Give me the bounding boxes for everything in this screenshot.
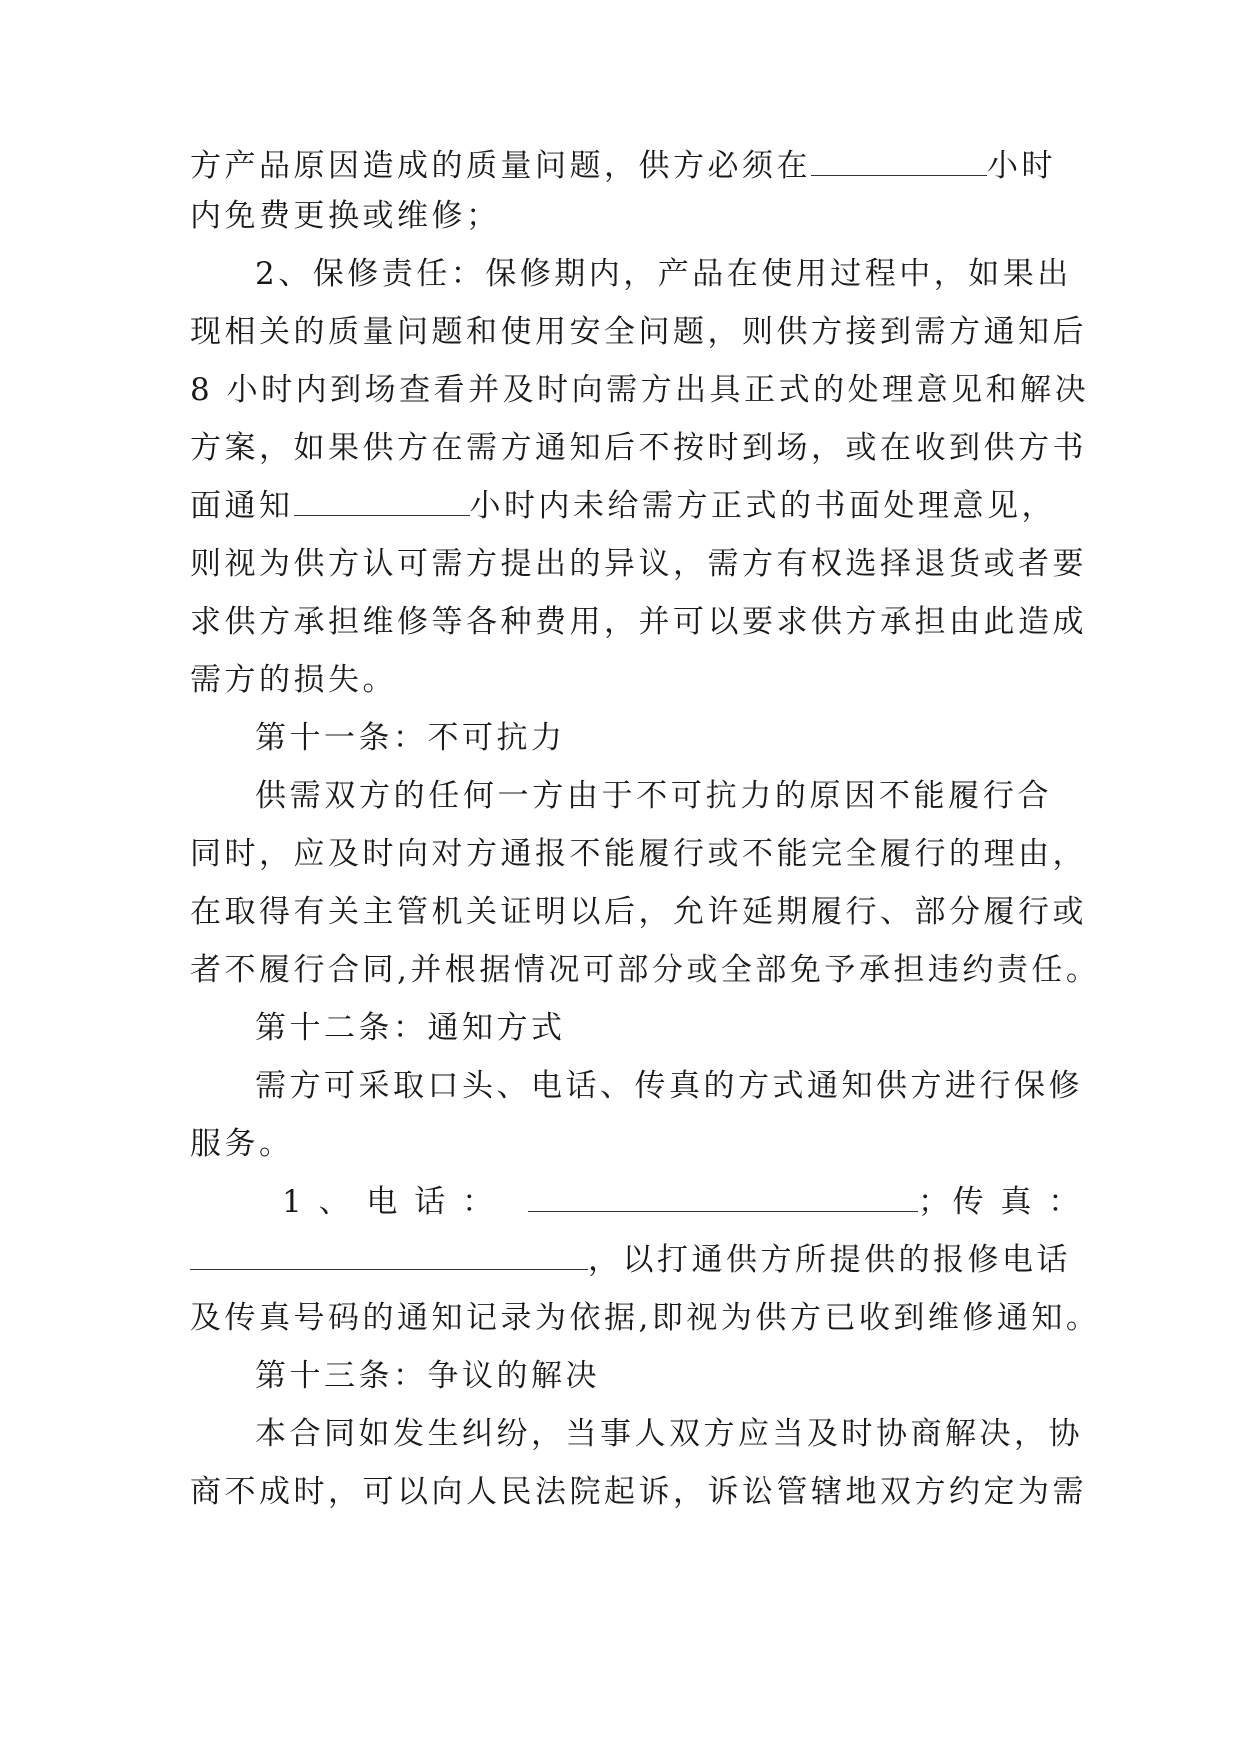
paragraph-line: 商不成时，可以向人民法院起诉，诉讼管辖地双方约定为需 xyxy=(190,1474,1087,1510)
line-text: 面通知 xyxy=(190,488,294,524)
paragraph-line: 本合同如发生纠纷，当事人双方应当及时协商解决，协 xyxy=(255,1416,1083,1452)
paragraph-line: 供需双方的任何一方由于不可抗力的原因不能履行合 xyxy=(255,778,1052,814)
paragraph-line: 内免费更换或维修； xyxy=(190,198,501,234)
paragraph-line: 在取得有关主管机关证明以后，允许延期履行、部分履行或 xyxy=(190,894,1087,930)
section-heading: 第十三条：争议的解决 xyxy=(255,1358,600,1394)
phone-blank xyxy=(528,1185,918,1212)
line-text: ；传 真 ： xyxy=(918,1184,1083,1220)
paragraph-line: 则视为供方认可需方提出的异议，需方有权选择退货或者要 xyxy=(190,546,1087,582)
paragraph-line xyxy=(190,1240,1071,1280)
line-text: ，以打通供方所提供的报修电话 xyxy=(588,1242,1071,1278)
fax-blank xyxy=(190,1243,588,1270)
paragraph-line: 8 小时内到场查看并及时向需方出具正式的处理意见和解决 xyxy=(190,372,1090,408)
line-text: 1 、 电 话 ： xyxy=(282,1184,497,1220)
paragraph-line: 求供方承担维修等各种费用，并可以要求供方承担由此造成 xyxy=(190,604,1087,640)
paragraph-line: 服务。 xyxy=(190,1126,294,1162)
paragraph-line xyxy=(190,146,1056,186)
line-text: 小时内未给需方正式的书面处理意见， xyxy=(469,488,1056,524)
paragraph-line: 方案，如果供方在需方通知后不按时到场，或在收到供方书 xyxy=(190,430,1087,466)
paragraph-line xyxy=(190,486,1056,526)
paragraph-line: 者不履行合同,并根据情况可部分或全部免予承担违约责任。 xyxy=(190,952,1101,988)
paragraph-line xyxy=(282,1182,1083,1222)
line-text: 小时 xyxy=(987,148,1056,184)
paragraph-line: 现相关的质量问题和使用安全问题，则供方接到需方通知后 xyxy=(190,314,1087,350)
paragraph-line: 需方可采取口头、电话、传真的方式通知供方进行保修 xyxy=(255,1068,1083,1104)
paragraph-line: 需方的损失。 xyxy=(190,662,397,698)
paragraph-line: 同时，应及时向对方通报不能履行或不能完全履行的理由， xyxy=(190,836,1087,872)
section-heading: 第十一条：不可抗力 xyxy=(255,720,566,756)
line-text: 方产品原因造成的质量问题，供方必须在 xyxy=(190,148,811,184)
fill-in-blank xyxy=(811,149,987,176)
paragraph-line: 2、保修责任：保修期内，产品在使用过程中，如果出 xyxy=(255,256,1072,292)
paragraph-line: 及传真号码的通知记录为依据,即视为供方已收到维修通知。 xyxy=(190,1300,1101,1336)
section-heading: 第十二条：通知方式 xyxy=(255,1010,566,1046)
fill-in-blank xyxy=(294,489,470,516)
